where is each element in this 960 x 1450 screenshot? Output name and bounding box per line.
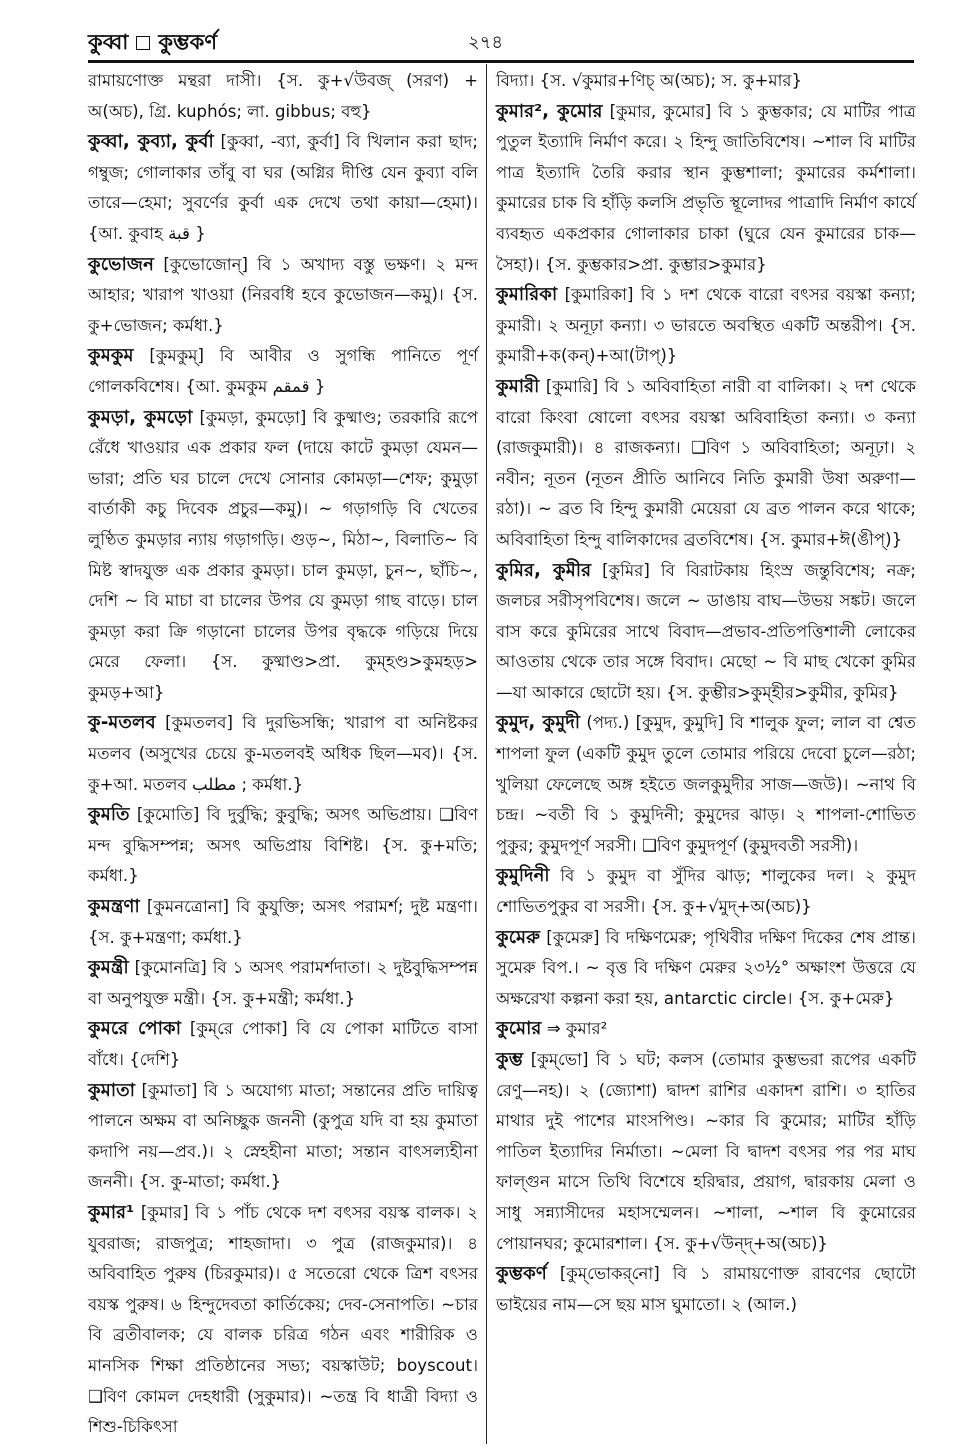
headword: কুমোর [496, 1018, 542, 1040]
dictionary-entry [88, 341, 478, 402]
guide-words [88, 26, 217, 61]
entry-definition: [কুম্‌ভো] বি ১ ঘট; কলস (তোমার কুম্ভভরা রূপের একটি রেণু—নহ)। ২ (জ্যোশা) দ্বাদশ রাশির একাদশ রাশি। ৩ হাতির মাথার দুই পাশের মাংসপিণ্ড। ~কার বি কুমোর; মাটির হাঁড়ি পাতিল ইত্যাদির নির্মাতা। ~মেলা বি দ্বাদশ বৎসর পর পর মাঘ ফাল্গুন মাসে তিথি বিশেষে হরিদ্বার, প্রয়াগ, দ্বারকায় মেলা ও সাধু সন্ন্যাসীদের মহাসম্মেলন। ~শালা, ~শাল বি কুমোরের পোয়ানঘর; কুমোরশাল। {স. কু+√উন্দ্+অ(অচ)} [496, 1050, 916, 1253]
headword: কুমন্ত্রণা [88, 896, 140, 918]
headword: কুমার¹ [88, 1201, 135, 1223]
dictionary-entry [88, 1076, 478, 1198]
dictionary-entry [496, 1045, 916, 1259]
headword: কুমুদ, কুমুদী [496, 712, 581, 734]
headword: কুমরে পোকা [88, 1018, 182, 1040]
headword: কুমাতা [88, 1079, 136, 1101]
entry-definition: [কুমড়া, কুমড়ো] বি কুষ্মাণ্ড; তরকারি রূপে রেঁধে খাওয়ার এক প্রকার ফল (দায়ে কাটে কুমড়া যেমন—ভারা; প্রতি ঘর চালে দেখে সোনার কোমড়া—শেফ; কুমুড়া বার্তাকী কচু দিবেক প্রচুর—কমু)। ~ গড়াগড়ি বি খেতের লুণ্ঠিত কুমড়ার ন্যায় গড়াগড়ি। গুড়~, মিঠা~, বিলাতি~ বি মিষ্ট স্বাদযুক্ত এক প্রকার কুমড়া। চাল কুমড়া, চুন~, ছাঁচি~, দেশি ~ বি মাচা বা চালের উপর যে কুমড়া গাছ বাড়ে। চাল কুমড়া করা ক্রি গড়ানো চালের উপর বৃদ্ধকে গড়িয়ে দিয়ে মেরে ফেলা। {স. কুষ্মাণ্ড>প্রা. কুম্হণ্ড>কুমহড়> কুমড়+আ} [88, 407, 478, 702]
headword: কুমির, কুমীর [496, 559, 592, 581]
column-divider [486, 64, 487, 1444]
entry-definition: [কুমারি] বি ১ অবিবাহিতা নারী বা বালিকা। ২ দশ থেকে বারো কিংবা ষোলো বৎসর বয়স্কা অবিবাহিতা কন্যা। ৩ কন্যা (রাজকুমারী)। ৪ রাজকন্যা। ❑বিণ ১ অবিবাহিতা; অনূঢ়া। ২ নবীন; নূতন (নূতন প্রীতি আনিবে নিতি কুমারী উষা অরুণা—রঠা)। ~ ব্রত বি হিন্দু কুমারী মেয়েরা যে ব্রত পালন করে থাকে; অবিবাহিতা হিন্দু বালিকাদের ব্রতবিশেষ। {স. কুমার+ঈ(ঙীপ্)} [496, 376, 916, 549]
entry-definition: [কুমির] বি বিরাটকায় হিংস্র জন্তুবিশেষ; নক্র; জলচর সরীসৃপবিশেষ। জলে ~ ডাঙায় বাঘ—উভয় সঙ্কট। জলে বাস করে কুমিরের সাথে বিবাদ—প্রভাব-প্রতিপত্তিশালী লোকের আওতায় থেকে তার সঙ্গে বিবাদ। মেছো ~ বি মাছ খেকো কুমির—যা আকারে ছোটো হয়। {স. কুম্ভীর>কুম্‌হীর>কুমীর, কুমির} [496, 560, 916, 702]
dictionary-entry [496, 1259, 916, 1320]
headword: কুভোজন [88, 253, 154, 275]
entry-definition: বিদ্যা। {স. √কুমার+ণিচ্ অ(অচ); স. কু+মার} [496, 71, 803, 90]
entry-definition: [কুম্‌ভোকর্‌নো] বি ১ রামায়ণোক্ত রাবণের ছোটো ভাইয়ের নাম—সে ছয় মাস ঘুমাতো। ২ (আল.) [496, 1264, 916, 1314]
headword: কুমতি [88, 804, 130, 826]
entry-definition: [কুমোতি] বি দুর্বুদ্ধি; কুবুদ্ধি; অসৎ অভিপ্রায়। ❑বিণ মন্দ বুদ্ধিসম্পন্ন; অসৎ অভিপ্রায় বিশিষ্ট। {স. কু+মতি; কর্মধা.} [88, 805, 478, 886]
headword: কু-মতলব [88, 712, 156, 734]
headword: কুমড়া, কুমড়ো [88, 406, 193, 428]
entry-definition: (পদ্য.) [কুমুদ, কুমুদি] বি শালুক ফুল; লাল বা শ্বেত শাপলা ফুল (একটি কুমুদ তুলে তোমার পরিয়ে দেবো চুলে—রঠা; খুলিয়া ফেলেছে অঙ্গ হইতে জলকুমুদীর সাজ—জউ)। ~নাথ বি চন্দ্র। ~বতী বি ১ কুমুদিনী; কুমুদের ঝাড়। ২ শাপলা-শোভিত পুকুর; কুমুদপূর্ণ সরসী। ❑বিণ কুমুদপূর্ণ (কুমুদবতী সরসী)। [496, 713, 917, 855]
entry-definition: [কুমেরু] বি দক্ষিণমেরু; পৃথিবীর দক্ষিণ দিকের শেষ প্রান্ত। সুমেরু বিপ.। ~ বৃত্ত বি দক্ষিণ মেরুর ২৩½° অক্ষাংশ উত্তরে যে অক্ষরেখা কল্পনা করা হয়, antarctic circle। {স. কু+মেরু} [496, 927, 916, 1008]
entry-definition: [কুমকুম্] বি আবীর ও সুগন্ধি পানিতে পূর্ণ গোলকবিশেষ। {আ. কুমকুম قمقم } [88, 346, 478, 396]
headword: কুমন্ত্রী [88, 957, 129, 979]
headword: কুমার², কুমোর [496, 100, 603, 122]
dictionary-entry [88, 953, 478, 1014]
first-guide-word: কুব্বা [88, 30, 129, 54]
dictionary-entry [88, 403, 478, 709]
page-header [88, 22, 910, 58]
dictionary-entry [496, 861, 916, 922]
dictionary-entry [88, 892, 478, 953]
entry-definition: [কুমারিকা] বি ১ দশ থেকে বারো বৎসর বয়স্কা কন্যা; কুমারী। ২ অনূঢ়া কন্যা। ৩ ভারতে অবস্থিত একটি অন্তরীপ। {স. কুমারী+ক(কন্)+আ(টাপ্)} [496, 285, 916, 366]
header-rule [88, 60, 914, 63]
entry-definition: [কুমার] বি ১ পাঁচ থেকে দশ বৎসর বয়স্ক বালক। ২ যুবরাজ; রাজপুত্র; শাহজাদা। ৩ পুত্র (রাজকুমার)। ৪ অবিবাহিত পুরুষ (চিরকুমার)। ৫ সতেরো থেকে ত্রিশ বৎসর বয়স্ক পুরুষ। ৬ হিন্দুদেবতা কার্তিকেয়; দেব-সেনাপতি। ~চার বি ব্রতীবালক; যে বালক চরিত্র গঠন এবং শারীরিক ও মানসিক শিক্ষা প্রতিষ্ঠানের সভ্য; বয়স্কাউট; boyscout। ❑বিণ কোমল দেহধারী (সুকুমার)। ~তন্ত্র বি ধাত্রী বিদ্যা ও শিশু-চিকিৎসা [88, 1202, 478, 1437]
headword: কুম্ভ [496, 1049, 524, 1070]
dictionary-entry [496, 1014, 916, 1045]
dictionary-entry [496, 556, 916, 709]
guide-separator-box [136, 36, 150, 50]
headword: কুব্বা, কুব্যা, কুর্বা [88, 131, 214, 153]
entry-definition: [কুমার, কুমোর] বি ১ কুম্ভকার; যে মাটির পাত্র পুতুল ইত্যাদি নির্মাণ করে। ২ হিন্দু জাতিবিশেষ। ~শাল বি মাটির পাত্র ইত্যাদি তৈরি করার স্থান কুম্ভশালা; কুমারের কর্মশালা। কুমারের চাক বি হাঁড়ি কলসি প্রভৃতি স্থূলোদর পাত্রাদি নির্মাণ কার্যে ব্যবহৃত একপ্রকার গোলাকার চাকা (ঘুরে যেন কুমারের চাক—সৈহা)। {স. কুম্ভকার>প্রা. কুম্ভার>কুমার} [496, 101, 917, 274]
entry-definition: [কুমোনত্রি] বি ১ অসৎ পরামর্শদাতা। ২ দুষ্টবুদ্ধিসম্পন্ন বা অনুপযুক্ত মন্ত্রী। {স. কু+মন্ত্রী; কর্মধা.} [88, 958, 478, 1008]
dictionary-entry [496, 923, 916, 1015]
entry-definition: [কুমতলব] বি দুরভিসন্ধি; খারাপ বা অনিষ্টকর মতলব (অসুখের চেয়ে কু-মতলবই অধিক ছিল—মব)। {স. কু+আ. মতলব مطلب ; কর্মধা.} [88, 713, 478, 794]
headword: কুমকুম [88, 345, 134, 367]
right-column [496, 66, 916, 1320]
dictionary-entry [88, 127, 478, 249]
headword: কুমারী [496, 375, 540, 397]
entry-definition: [কুমনত্রোনা] বি কুযুক্তি; অসৎ পরামর্শ; দুষ্ট মন্ত্রণা। {স. কু+মন্ত্রণা; কর্মধা.} [88, 897, 478, 947]
dictionary-entry [88, 1198, 478, 1443]
headword: কুম্ভকর্ণ [496, 1263, 547, 1285]
dictionary-entry [88, 800, 478, 892]
headword: কুমুদিনী [496, 865, 550, 887]
dictionary-entry [496, 708, 916, 861]
dictionary-entry [88, 66, 478, 127]
dictionary-entry [88, 250, 478, 342]
dictionary-entry [496, 66, 916, 97]
entry-definition: বি ১ কুমুদ বা সুঁদির ঝাড়; শালুকের দল। ২ কুমুদ শোভিতপুকুর বা সরসী। {স. কু+√মুদ্+অ(অচ)} [496, 866, 916, 917]
entry-definition: [কুভোজোন্] বি ১ অখাদ্য বস্তু ভক্ষণ। ২ মন্দ আহার; খারাপ খাওয়া (নিরবধি হবে কুভোজন—কমু)। {স. কু+ভোজন; কর্মধা.} [88, 254, 478, 335]
dictionary-entry [496, 97, 916, 281]
entry-definition: রামায়ণোক্ত মন্থরা দাসী। {স. কু+√উবজ্ (সরণ) + অ(অচ), গ্রি. kuphós; লা. gibbus; বহু} [88, 71, 478, 121]
dictionary-entry [88, 1014, 478, 1075]
entry-definition: [কুমাতা] বি ১ অযোগ্য মাতা; সন্তানের প্রতি দায়িত্ব পালনে অক্ষম বা অনিচ্ছুক জননী (কুপুত্র যদি বা হয় কুমাতা কদাপি নয়—প্রব.)। ২ স্নেহহীনা মাতা; সন্তান বাৎসল্যহীনা জননী। {স. কু-মাতা; কর্মধা.} [88, 1080, 478, 1192]
headword: কুমারিকা [496, 284, 558, 306]
dictionary-entry [88, 708, 478, 800]
dictionary-entry [496, 372, 916, 556]
left-column [88, 66, 478, 1443]
last-guide-word: কুম্ভকর্ণ [158, 30, 218, 54]
page-number: ২৭৪ [468, 32, 504, 53]
headword: কুমেরু [496, 926, 541, 948]
entry-definition: [কুব্বা, -ব্যা, কুর্বা] বি খিলান করা ছাদ; গম্বুজ; গোলাকার তাঁবু বা ঘর (অগ্নির দীপ্তি যেন কুব্যা বলি তারে—হেমা; সুবর্ণের কুর্বা এক দেখে তথা কায়া—হেমা)। {আ. কুবাহ قبة } [88, 132, 478, 243]
entry-definition: [কুম্‌রে পোকা] বি যে পোকা মাটিতে বাসা বাঁধে। {দেশি} [88, 1019, 478, 1069]
dictionary-entry [496, 280, 916, 372]
entry-definition: ⇒ কুমার² [541, 1019, 608, 1039]
